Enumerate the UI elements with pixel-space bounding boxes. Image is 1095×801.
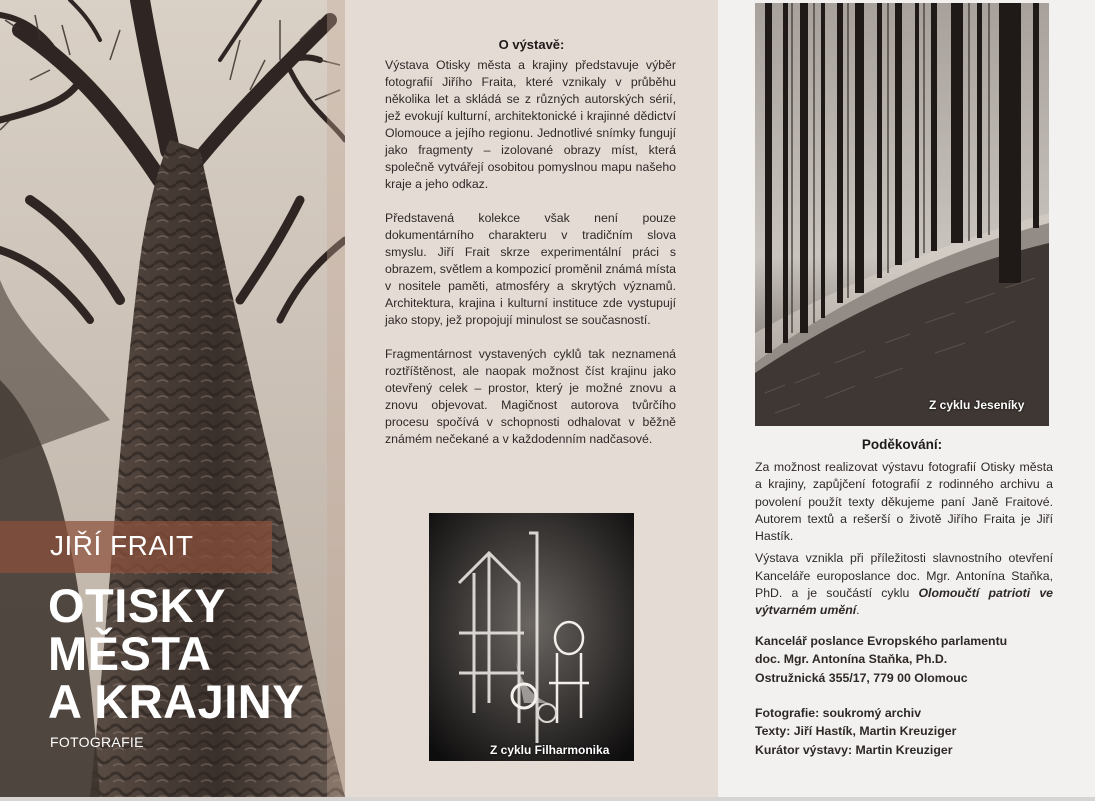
thanks-paragraph: Za možnost realizovat výstavu fotografií Otisky města a krajiny, zapůjčení fotografií z rodinného archivu a povolení použít texty děkujeme paní Janě Fraitové. Autorem textů a rešerší o životě Jiřího Fraita je Jiří Hastík. (755, 460, 1053, 544)
forest-image (755, 3, 1049, 426)
thanks-text (755, 459, 1053, 625)
photo-jeseniky (755, 3, 1049, 426)
photo-filharmonika (429, 513, 634, 761)
credits (755, 704, 1055, 759)
office-address (755, 632, 1055, 687)
about-paragraph: Fragmentárnost vystavených cyklů tak neznamená roztříštěnost, ale naopak možnost číst krajinu jako otevřený celek – prostor, který je možné znovu a znovu objevovat. Magičnost autorova tvůrčího procesu spočívá v schopnosti odhalovat v běžně známém nečekané a v každodenním nadčasové. (385, 347, 676, 446)
office-line: Kancelář poslance Evropského parlamentu (755, 634, 1008, 648)
exhibition-title: OTISKY MĚSTA A KRAJINY (48, 579, 305, 728)
cycle-name: Olomoučtí patrioti ve výtvarném umění (755, 586, 1053, 618)
exhibition-subtitle: FOTOGRAFIE (50, 734, 144, 750)
about-text (385, 57, 676, 465)
about-paragraph: Výstava Otisky města a krajiny představuje výběr fotografií Jiřího Fraita, které vznikaly v průběhu několika let a skládá se z různých autorských sérií, jež evokují kulturní, architektonické i krajinné dědictví Olomouce a jejího regionu. Jednotlivé snímky fungují jako fragmenty – izolované obrazy míst, která společně vytvářejí osobitou pomyslnou mapu našeho kraje a jeho odkaz. (385, 58, 676, 191)
about-paragraph: Představená kolekce však není pouze dokumentárního charakteru v tradičním slova smyslu. Jiří Frait skrze experimentální práci s obrazem, světlem a kompozicí proměnil známá místa v nositele paměti, atmosféry a skrytých významů. Architektura, krajina i kulturní instituce zde vystupují jako stopy, jež propojují minulost se současností. (385, 211, 676, 327)
thanks-text-span: Výstava vznikla při příležitosti slavnostního otevření Kanceláře europoslance doc. Mgr. Antonína Staňka, PhD. a je součástí cyklu (755, 551, 1053, 601)
thanks-paragraph-2 (755, 550, 1053, 619)
thanks-heading: Poděkování: (861, 437, 943, 452)
about-heading: O výstavě: (498, 37, 565, 52)
credits-panel (718, 0, 1095, 797)
photo-caption: Z cyklu Filharmonika (490, 743, 610, 757)
bottom-edge (0, 797, 1095, 801)
about-panel (345, 0, 718, 797)
office-line: Ostružnická 355/17, 779 00 Olomouc (755, 670, 968, 685)
credit-line: Kurátor výstavy: Martin Kreuziger (755, 742, 953, 757)
credit-line: Texty: Jiří Hastík, Martin Kreuziger (755, 724, 957, 739)
thanks-text-end: . (856, 603, 860, 618)
office-line: doc. Mgr. Antonína Staňka, Ph.D. (755, 652, 948, 667)
author-name: JIŘÍ FRAIT (50, 530, 194, 561)
instruments-image (429, 513, 634, 761)
credit-line: Fotografie: soukromý archiv (755, 706, 922, 720)
photo-caption: Z cyklu Jeseníky (929, 398, 1025, 412)
